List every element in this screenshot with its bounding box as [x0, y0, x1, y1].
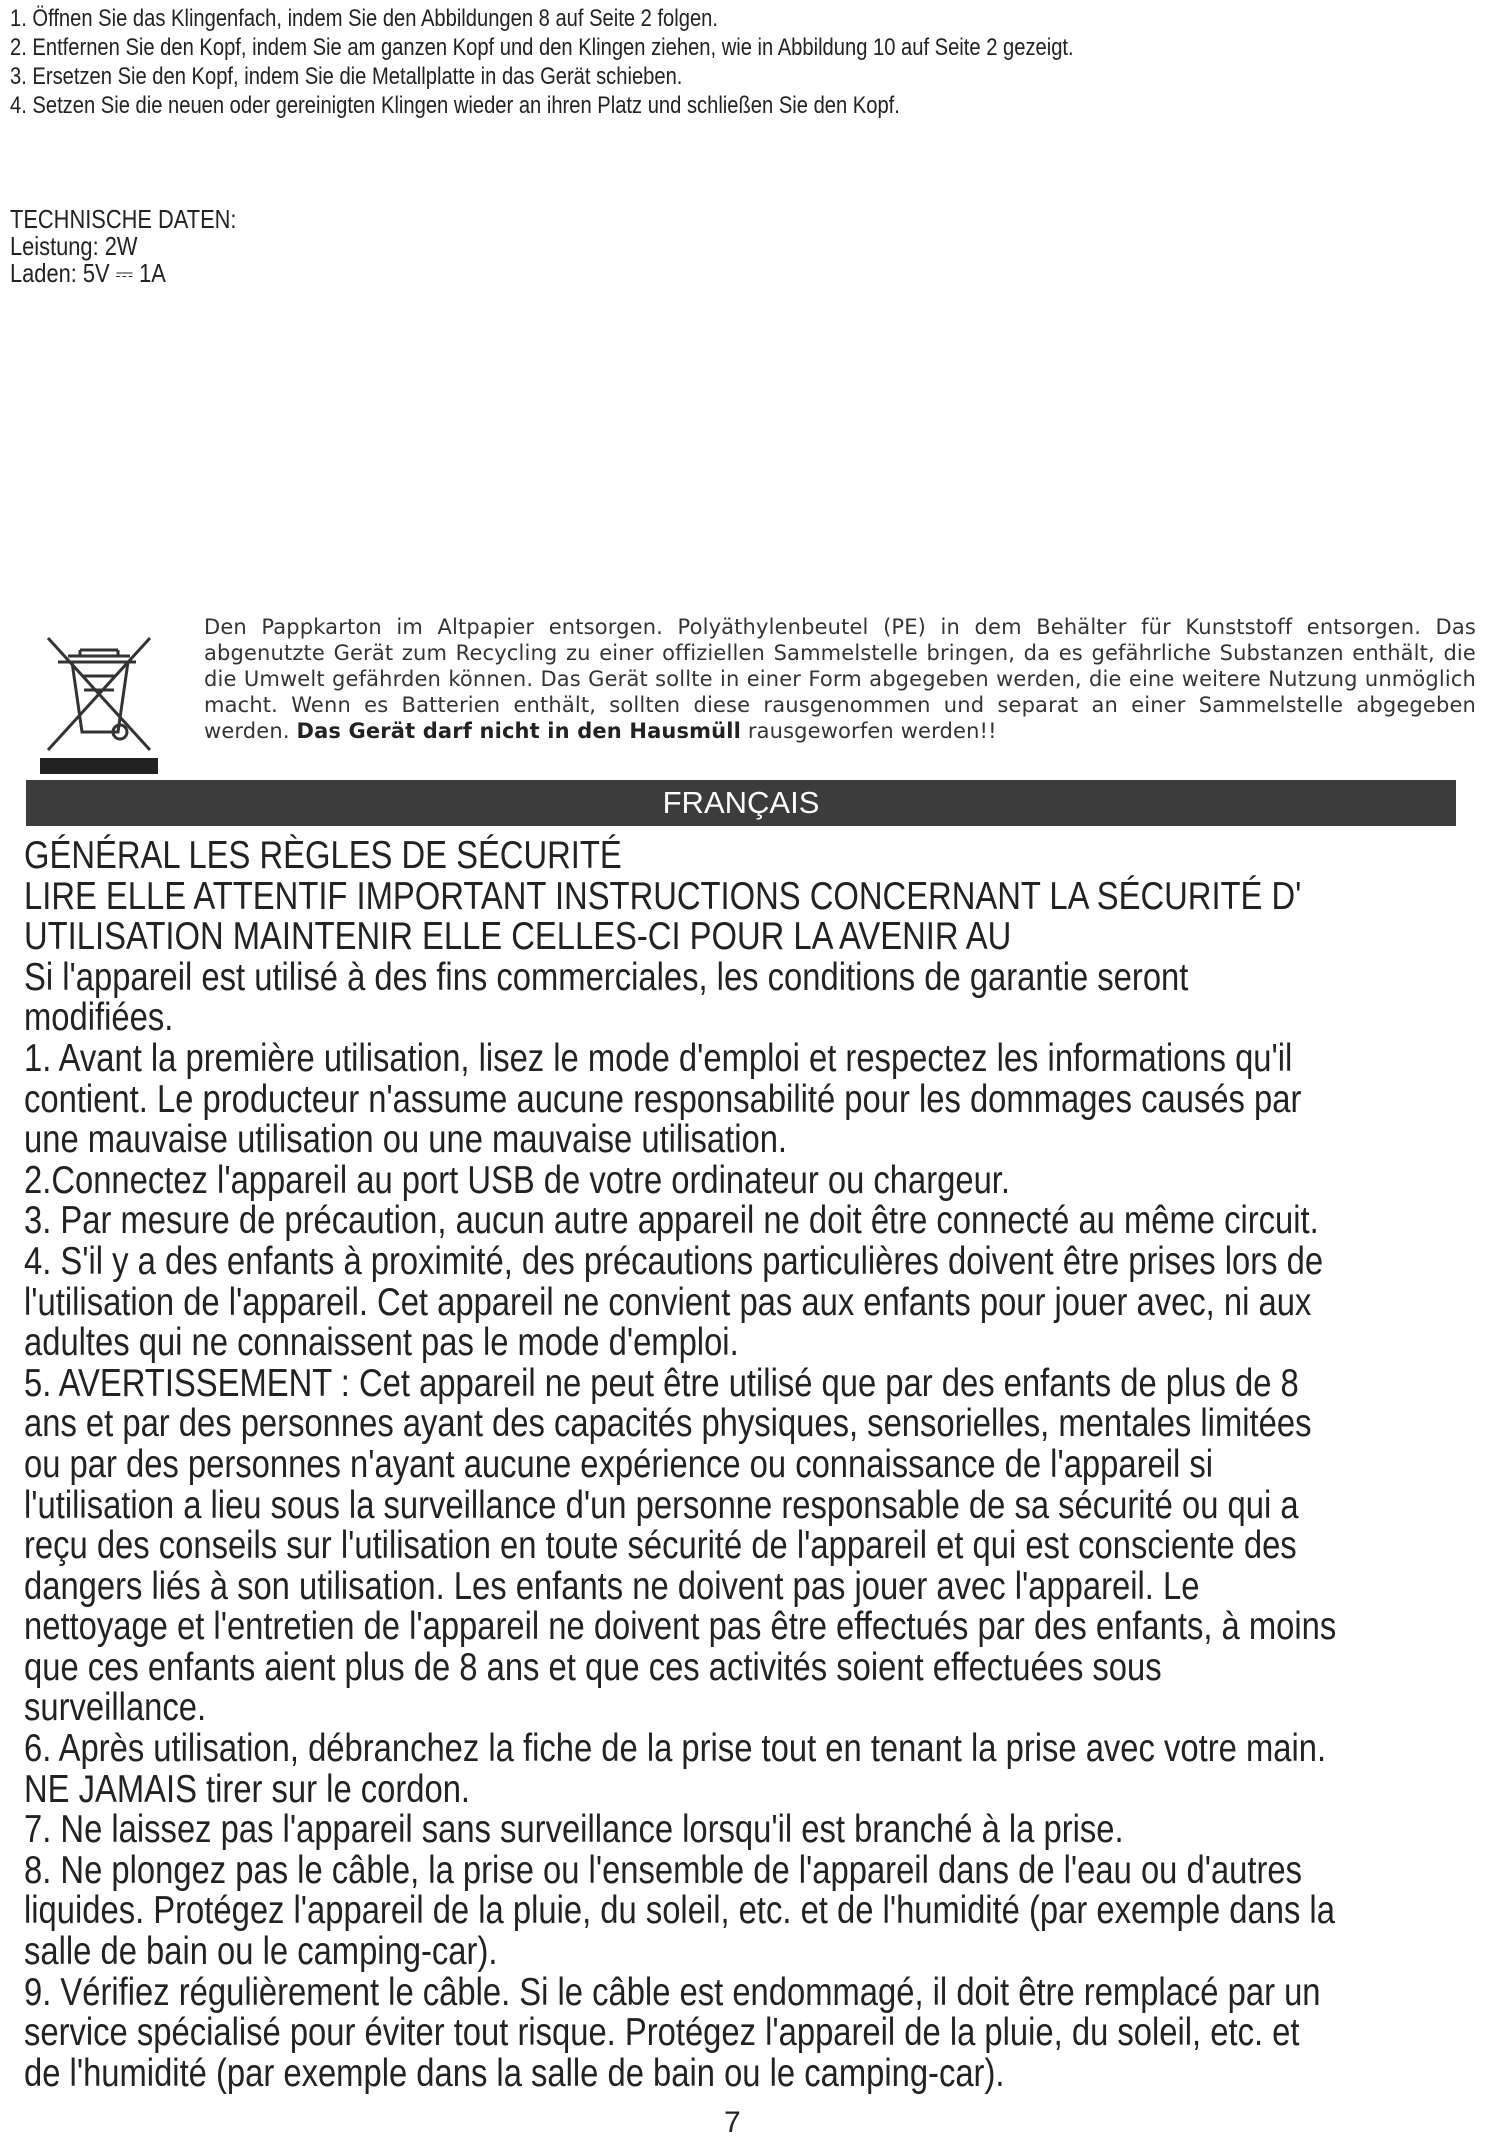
disposal-text-end: rausgeworfen werden!!: [747, 719, 997, 743]
french-line: surveillance.: [24, 1686, 207, 1730]
french-line: l'utilisation a lieu sous la surveillance d'un personne responsable de sa sécurité ou qui a: [24, 1483, 1299, 1527]
page-number: 7: [724, 2106, 741, 2139]
german-step: 3. Ersetzen Sie den Kopf, indem Sie die Metallplatte in das Gerät schieben.: [10, 63, 683, 90]
french-line: que ces enfants aient plus de 8 ans et que ces activités soient effectuées sous: [24, 1645, 1162, 1689]
french-line: 7. Ne laissez pas l'appareil sans surveillance lorsqu'il est branché à la prise.: [24, 1808, 1124, 1852]
french-line: LIRE ELLE ATTENTIF IMPORTANT INSTRUCTIONS CONCERNANT LA SÉCURITÉ D': [24, 874, 1302, 918]
german-step: 4. Setzen Sie die neuen oder gereinigten Klingen wieder an ihren Platz und schließen Sie den Kopf.: [10, 92, 900, 119]
french-line: UTILISATION MAINTENIR ELLE CELLES-CI POUR LA AVENIR AU: [24, 915, 1012, 959]
disposal-notice: [204, 614, 1476, 744]
french-line: adultes qui ne connaissent pas le mode d'emploi.: [24, 1321, 739, 1365]
disposal-text: Den Pappkarton im Altpapier entsorgen. Polyäthylenbeutel (PE) in dem Behälter für Kunststoff entsorgen. Das abgenutzte Gerät zum Recycling zu einer offiziellen Sammelstelle bringen, da es gefährliche Substanzen enthält, die die Umwelt gefährden können. Das Gerät sollte in einer Form abgegeben werden, die eine weitere Nutzung unmöglich macht. Wenn es Batterien enthält, sollten diese rausgenommen und separat an einer Sammelstelle abgegeben werden.: [204, 615, 1476, 743]
french-line: une mauvaise utilisation ou une mauvaise utilisation.: [24, 1118, 788, 1162]
disposal-warning-bold: Das Gerät darf nicht in den Hausmüll: [296, 719, 741, 743]
french-line: 2.Connectez l'appareil au port USB de votre ordinateur ou chargeur.: [24, 1158, 1011, 1202]
german-steps: [10, 4, 1438, 120]
crossed-out-wheelie-bin-icon: [38, 628, 160, 776]
french-line: liquides. Protégez l'appareil de la pluie, du soleil, etc. et de l'humidité (par exemple dans la: [24, 1889, 1335, 1933]
french-line: 9. Vérifiez régulièrement le câble. Si le câble est endommagé, il doit être remplacé par un: [24, 1970, 1321, 2014]
technical-data: [10, 206, 514, 287]
technical-data-power: Leistung: 2W: [10, 231, 138, 261]
french-line: contient. Le producteur n'assume aucune responsabilité pour les dommages causés par: [24, 1077, 1302, 1121]
french-line: l'utilisation de l'appareil. Cet appareil ne convient pas aux enfants pour jouer avec, ni aux: [24, 1280, 1312, 1324]
language-header-bar: [26, 780, 1456, 826]
french-line: 5. AVERTISSEMENT : Cet appareil ne peut être utilisé que par des enfants de plus de 8: [24, 1361, 1299, 1405]
french-line: 4. S'il y a des enfants à proximité, des précautions particulières doivent être prises lors de: [24, 1239, 1324, 1283]
french-line: service spécialisé pour éviter tout risque. Protégez l'appareil de la pluie, du soleil, etc. et: [24, 2011, 1300, 2055]
french-line: de l'humidité (par exemple dans la salle de bain ou le camping-car).: [24, 2051, 1005, 2095]
french-line: nettoyage et l'entretien de l'appareil ne doivent pas être effectués par des enfants, à moins: [24, 1605, 1337, 1649]
french-safety-rules: [24, 836, 1486, 2094]
french-line: Si l'appareil est utilisé à des fins commerciales, les conditions de garantie seront: [24, 955, 1189, 999]
french-line: 6. Après utilisation, débranchez la fiche de la prise tout en tenant la prise avec votre main.: [24, 1727, 1327, 1771]
french-line: 3. Par mesure de précaution, aucun autre appareil ne doit être connecté au même circuit.: [24, 1199, 1319, 1243]
french-line: 8. Ne plongez pas le câble, la prise ou l'ensemble de l'appareil dans de l'eau ou d'autres: [24, 1848, 1303, 1892]
german-step: 2. Entfernen Sie den Kopf, indem Sie am ganzen Kopf und den Klingen ziehen, wie in Abbildung 10 auf Seite 2 gezeigt.: [10, 34, 1074, 61]
german-step: 1. Öffnen Sie das Klingenfach, indem Sie den Abbildungen 8 auf Seite 2 folgen.: [10, 5, 718, 32]
french-line: NE JAMAIS tirer sur le cordon.: [24, 1767, 471, 1811]
french-line: modifiées.: [24, 996, 174, 1040]
french-line: 1. Avant la première utilisation, lisez le mode d'emploi et respectez les informations qu'il: [24, 1036, 1293, 1080]
french-line: GÉNÉRAL LES RÈGLES DE SÉCURITÉ: [24, 834, 622, 877]
technical-data-heading: TECHNISCHE DATEN:: [10, 204, 237, 234]
french-line: reçu des conseils sur l'utilisation en toute sécurité de l'appareil et qui est consciente des: [24, 1524, 1297, 1568]
language-header: FRANÇAIS: [662, 785, 820, 820]
technical-data-charging: Laden: 5V ⎓ 1A: [10, 258, 166, 288]
french-line: dangers liés à son utilisation. Les enfants ne doivent pas jouer avec l'appareil. Le: [24, 1564, 1200, 1608]
french-line: ans et par des personnes ayant des capacités physiques, sensorielles, mentales limitées: [24, 1402, 1312, 1446]
french-line: ou par des personnes n'ayant aucune expérience ou connaissance de l'appareil si: [24, 1442, 1214, 1486]
french-line: salle de bain ou le camping-car).: [24, 1930, 498, 1974]
